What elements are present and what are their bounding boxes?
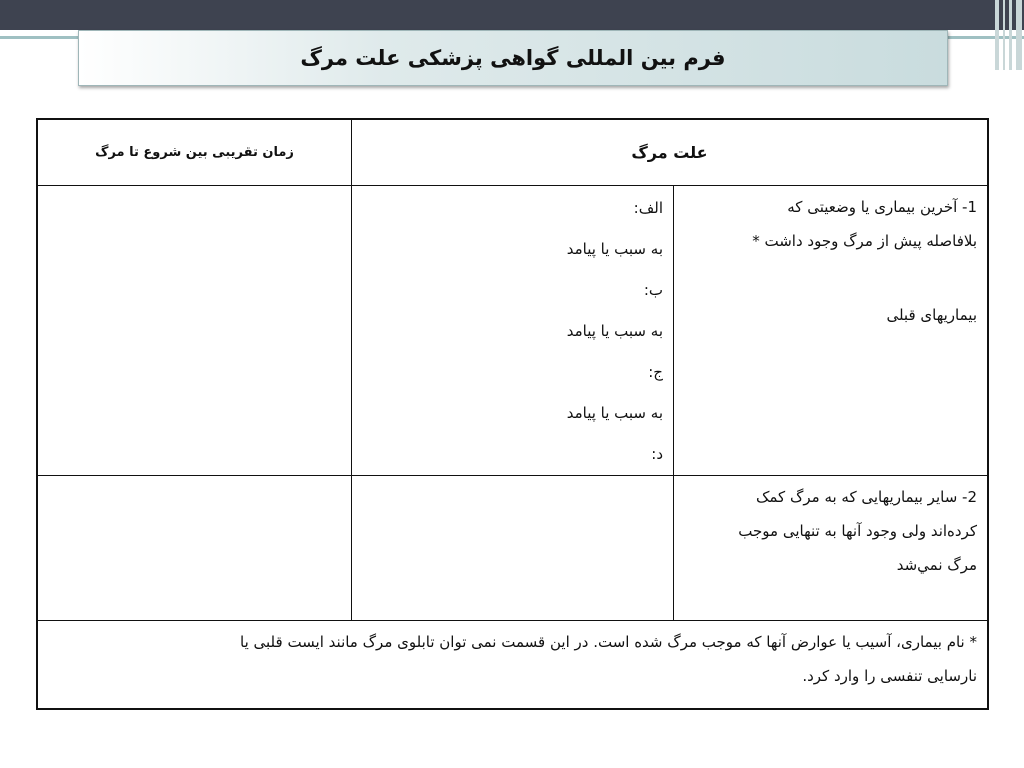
row2-interval-cell — [38, 476, 351, 620]
slide-title: فرم بین المللی گواهی پزشکی علت مرگ — [300, 46, 726, 70]
chain-item: به سبب یا پیامد — [566, 404, 663, 422]
header-cause: علت مرگ — [631, 143, 708, 162]
chain-item: د: — [651, 445, 663, 463]
chain-item: به سبب یا پیامد — [566, 322, 663, 340]
row1-description-line2: بلافاصله پیش از مرگ وجود داشت * — [752, 232, 977, 250]
row1-interval-cell — [38, 186, 351, 475]
row-divider — [38, 620, 987, 621]
chain-item: ب: — [643, 281, 663, 299]
row2-line3: مرگ نمي‌شد — [896, 556, 977, 574]
row1-description-line1: 1- آخرین بیماری یا وضعیتی که — [787, 198, 977, 216]
corner-decoration — [980, 0, 1024, 70]
footnote — [38, 625, 987, 693]
row2-line1: 2- سایر بیماریهایی که به مرگ کمک — [755, 488, 977, 506]
footnote-line1: * نام بیماری، آسیب یا عوارض آنها که موجب مرگ شده است. در این قسمت نمی توان تابلوی مرگ مانند ایست قلبی یا — [240, 633, 977, 651]
top-band — [0, 0, 1024, 30]
header-interval: زمان تقریبی بین شروع تا مرگ — [95, 145, 294, 160]
footnote-line2: نارسایی تنفسی را وارد کرد. — [802, 667, 977, 685]
death-certificate-table — [36, 118, 989, 710]
chain-item: به سبب یا پیامد — [566, 240, 663, 258]
row1-cause-chain — [352, 188, 673, 475]
chain-item: الف: — [633, 199, 663, 217]
row2-line2: کرده‌اند ولی وجود آنها به تنهایی موجب — [738, 522, 977, 540]
row2-cause-cell — [352, 476, 673, 620]
row1-description — [674, 190, 987, 332]
row2-description — [674, 480, 987, 582]
chain-item: ج: — [648, 363, 663, 381]
row1-previous-diseases: بیماریهای قبلی — [886, 306, 977, 324]
title-box — [78, 30, 948, 86]
